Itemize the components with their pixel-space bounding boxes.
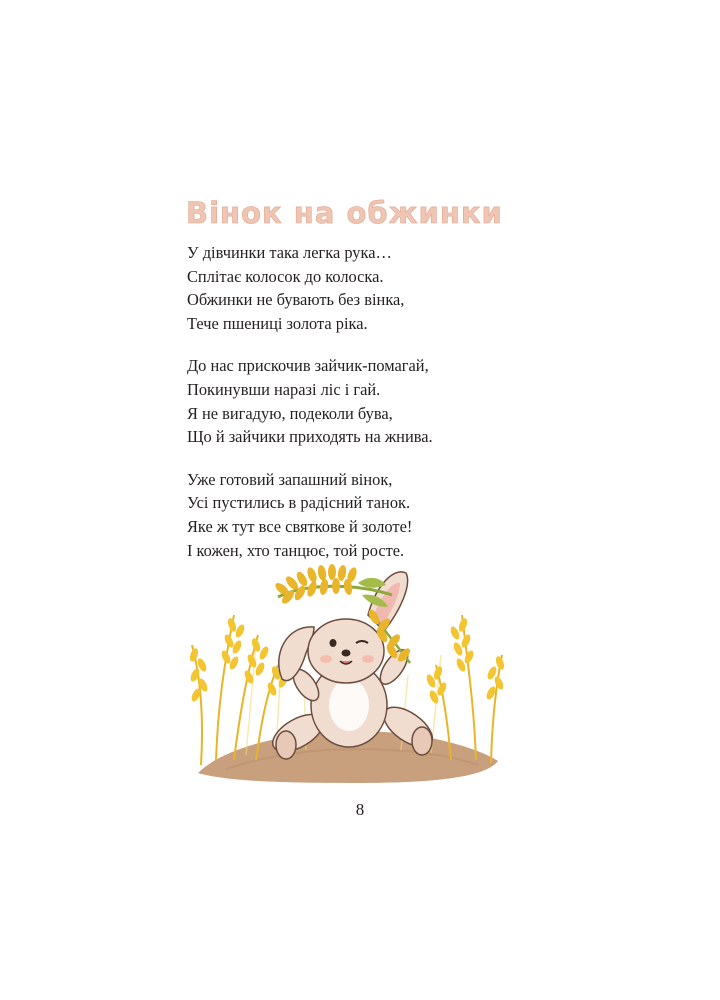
page-number: 8 — [355, 800, 365, 819]
poem-line: Яке ж тут все святкове й золоте! — [187, 516, 413, 536]
poem-line: І кожен, хто танцює, той росте. — [187, 540, 405, 560]
wheat-left-grains — [188, 617, 289, 703]
poem-line: До нас прискочив зайчик-помагай, — [187, 356, 429, 376]
poem-line: У дівчинки така легка рука… — [187, 243, 392, 262]
poem-title: Вінок на обжинки — [186, 196, 503, 230]
stanza-1 — [187, 241, 547, 335]
poem-line: Що й зайчики приходять на жнива. — [187, 427, 433, 447]
poem-line: Я не вигадую, подеколи бува, — [187, 403, 393, 423]
poem-line: Тече пшениці золота ріка. — [187, 313, 368, 333]
stanza-2 — [187, 354, 547, 448]
poem-line: Покинувши наразі ліс і гай. — [187, 379, 381, 399]
poem-line: Усі пустились в радісний танок. — [187, 493, 411, 513]
poem-line: Обжинки не бувають без вінка, — [187, 290, 405, 310]
stanza-3 — [187, 468, 547, 562]
bunny — [267, 572, 439, 759]
poem-line: Сплітає колосок до колоска. — [187, 266, 384, 286]
poem-line: Уже готовий запашний вінок, — [187, 469, 393, 489]
poem-body — [187, 241, 547, 581]
bunny-wheat-illustration — [186, 555, 506, 785]
